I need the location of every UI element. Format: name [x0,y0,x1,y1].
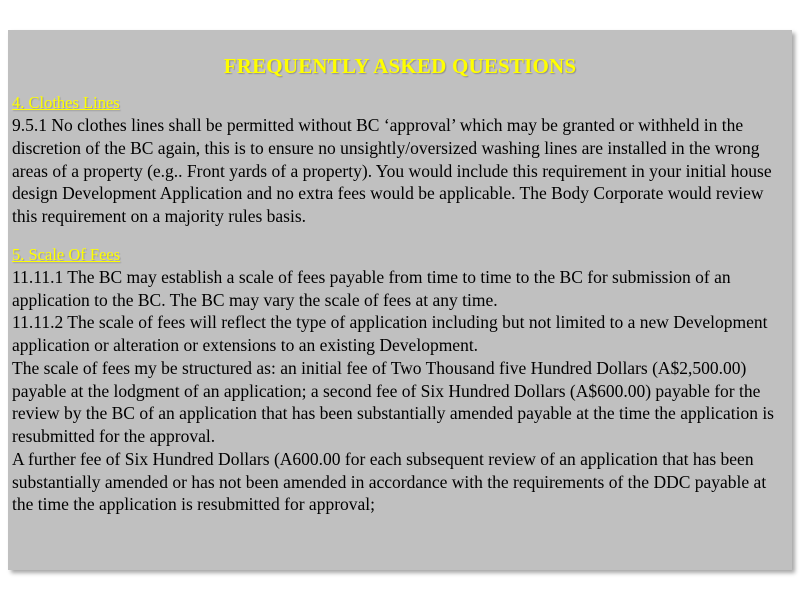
paragraph-11-11-2: 11.11.2 The scale of fees will reflect the type of application including but not limited to a new Development application or alteration or extensions to an existing Development. [12,312,768,355]
slide-body [8,93,792,516]
paragraph-scale-structure: The scale of fees my be structured as: an initial fee of Two Thousand five Hundred Dollars (A$2,500.00) payable at the lodgment of an application; a second fee of Six Hundred Dollars (A$600.00) payable for the review by the BC of an application that has been substantially amended payable at the time the application is resubmitted for the approval. [12,357,774,446]
page-title: FREQUENTLY ASKED QUESTIONS [223,54,577,78]
paragraph-9-5-1: 9.5.1 No clothes lines shall be permitted without BC ‘approval’ which may be granted or withheld in the discretion of the BC again, this is to ensure no unsightly/oversized washing lines are installed in the wrong areas of a property (e.g.. Front yards of a property). You would include this requirement in your initial house design Development Application and no extra fees would be applicable. The Body Corporate would review this requirement on a majority rules basis. [12,115,772,226]
section-heading-clothes-lines: 4. Clothes Lines [12,93,120,112]
paragraph-further-fee: A further fee of Six Hundred Dollars (A600.00 for each subsequent review of an application that has been substantially amended or has not been amended in accordance with the requirements of the DDC payable at the time the application is resubmitted for approval; [12,448,767,515]
section-clothes-lines [12,93,786,228]
section-scale-of-fees [12,245,786,516]
section-heading-scale-of-fees: 5. Scale Of Fees [12,244,121,264]
paragraph-11-11-1: 11.11.1 The BC may establish a scale of fees payable from time to time to the BC for submission of an application to the BC. The BC may vary the scale of fees at any time. [12,266,731,310]
section-spacer [12,228,786,245]
slide-canvas [8,30,792,570]
